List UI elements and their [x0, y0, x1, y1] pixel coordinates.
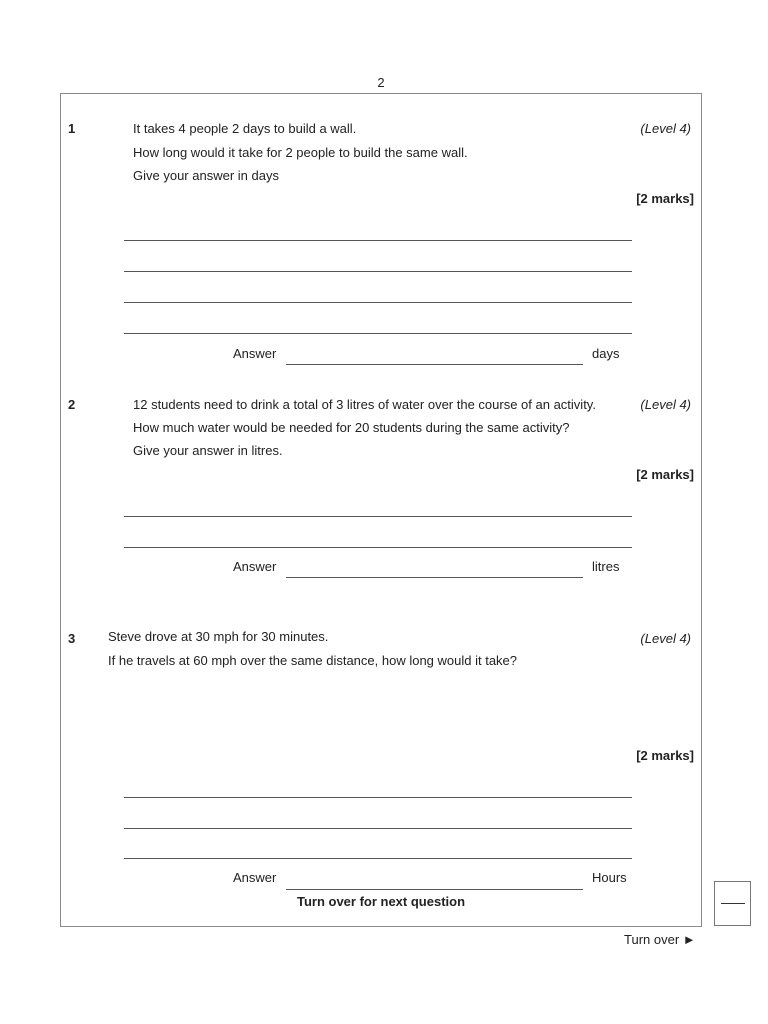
question-number: 2 — [68, 397, 76, 412]
marks-label: [2 marks] — [636, 748, 694, 763]
answer-line[interactable] — [286, 364, 583, 365]
working-line[interactable] — [124, 547, 632, 548]
turn-over-label: Turn over ► — [624, 932, 696, 947]
working-line[interactable] — [124, 828, 632, 829]
working-line[interactable] — [124, 240, 632, 241]
working-line[interactable] — [124, 516, 632, 517]
answer-line[interactable] — [286, 577, 583, 578]
working-line[interactable] — [124, 333, 632, 334]
working-line[interactable] — [124, 797, 632, 798]
level-label: (Level 4) — [640, 397, 691, 412]
question-text-line: If he travels at 60 mph over the same distance, how long would it take? — [108, 653, 518, 668]
marks-box — [714, 881, 751, 926]
question-text-line: How much water would be needed for 20 students during the same activity? — [133, 420, 570, 435]
question-text-line: Give your answer in days — [133, 168, 279, 183]
turn-over-next-question: Turn over for next question — [296, 894, 466, 909]
working-line[interactable] — [124, 858, 632, 859]
question-text-line: Steve drove at 30 mph for 30 minutes. — [108, 629, 329, 644]
answer-unit: Hours — [592, 870, 627, 885]
question-number: 1 — [68, 121, 76, 136]
answer-label: Answer — [233, 870, 277, 885]
working-line[interactable] — [124, 302, 632, 303]
working-line[interactable] — [124, 271, 632, 272]
question-number: 3 — [68, 631, 76, 646]
question-frame — [60, 93, 702, 927]
question-text-line: Give your answer in litres. — [133, 443, 283, 458]
answer-line[interactable] — [286, 889, 583, 890]
marks-box-dash — [721, 903, 745, 904]
answer-label: Answer — [233, 559, 277, 574]
marks-label: [2 marks] — [636, 467, 694, 482]
answer-label: Answer — [233, 346, 277, 361]
page-number: 2 — [377, 75, 385, 90]
question-text-line: It takes 4 people 2 days to build a wall. — [133, 121, 357, 136]
question-text-line: How long would it take for 2 people to build the same wall. — [133, 145, 468, 160]
answer-unit: litres — [592, 559, 620, 574]
level-label: (Level 4) — [640, 121, 691, 136]
marks-label: [2 marks] — [636, 191, 694, 206]
answer-unit: days — [592, 346, 620, 361]
level-label: (Level 4) — [640, 631, 691, 646]
question-text-line: 12 students need to drink a total of 3 litres of water over the course of an activity. — [133, 397, 596, 412]
